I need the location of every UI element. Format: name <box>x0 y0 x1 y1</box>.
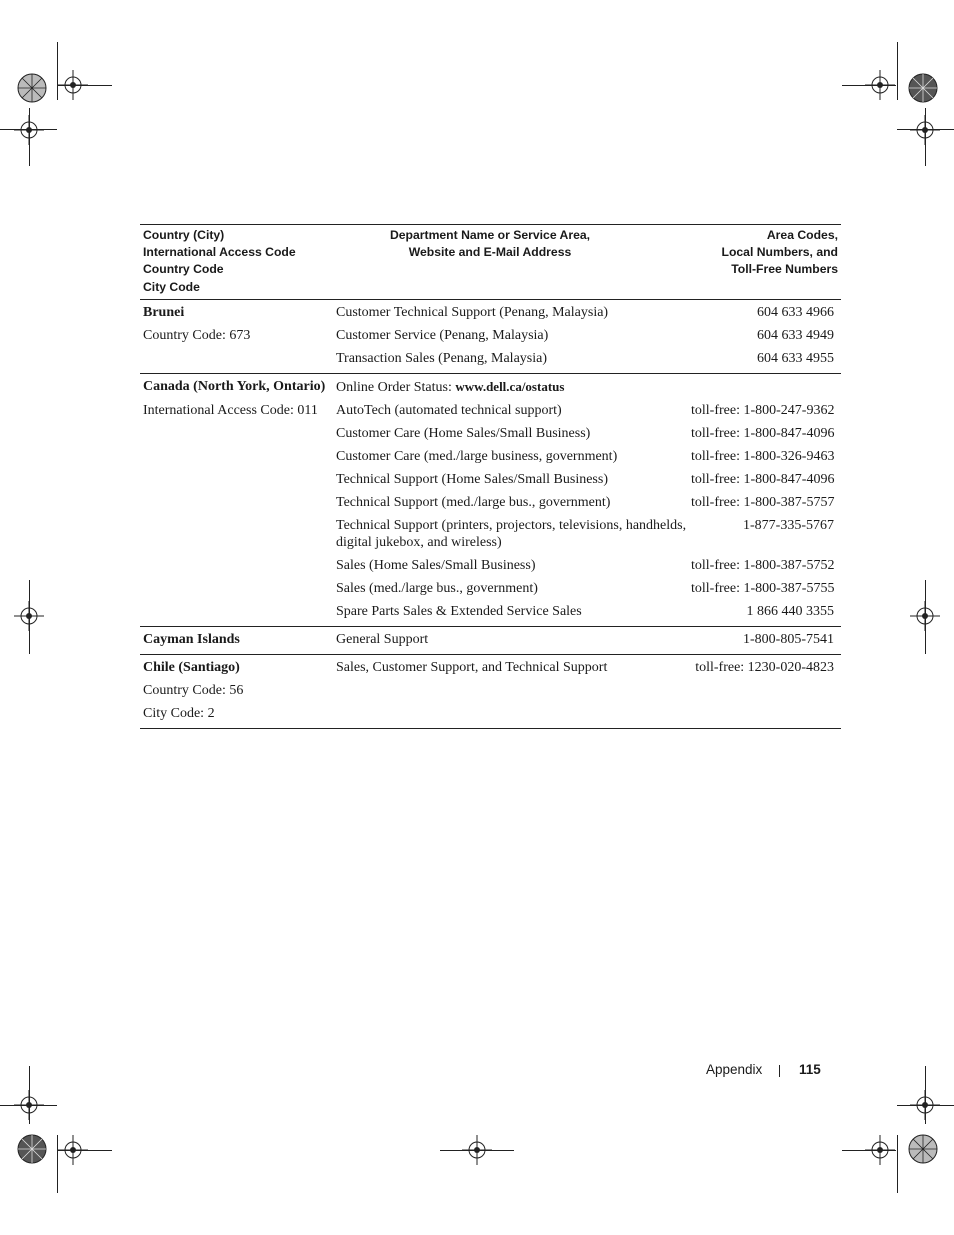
department-name <box>336 705 691 722</box>
phone-number: toll-free: 1-800-387-5757 <box>691 495 835 510</box>
table-row <box>140 399 841 422</box>
phone-number <box>691 705 841 722</box>
department-name: Customer Service (Penang, Malaysia) <box>336 328 549 343</box>
phone-number: toll-free: 1-800-387-5755 <box>691 581 835 596</box>
website-link[interactable]: www.dell.ca/ostatus <box>455 379 565 394</box>
department-name: General Support <box>336 632 429 647</box>
country-info: City Code: 2 <box>143 706 215 721</box>
country-group <box>140 655 841 729</box>
table-row <box>140 324 841 347</box>
table-row <box>140 656 841 679</box>
phone-number: 1-877-335-5767 <box>743 518 834 533</box>
country-info <box>140 471 336 488</box>
country-name: Brunei <box>143 305 185 320</box>
phone-number: toll-free: 1-800-247-9362 <box>691 403 835 418</box>
registration-target-icon <box>907 1133 939 1165</box>
department-name: Sales (med./large bus., government) <box>336 581 538 596</box>
table-row <box>140 375 841 399</box>
country-info <box>140 350 336 367</box>
country-info <box>140 448 336 465</box>
header-numbers: Area Codes, Local Numbers, and Toll-Free Numbers <box>721 228 838 277</box>
department-name: Technical Support (Home Sales/Small Business) <box>336 472 608 487</box>
phone-number: 1-800-805-7541 <box>743 632 834 647</box>
country-info <box>140 603 336 620</box>
country-group <box>140 300 841 374</box>
footer-section: Appendix <box>706 1062 763 1077</box>
country-group <box>140 627 841 655</box>
country-info <box>140 580 336 597</box>
country-name: Cayman Islands <box>143 632 240 647</box>
code-value: 011 <box>297 403 318 418</box>
header-country: Country (City) International Access Code Country Code City Code <box>143 228 296 294</box>
footer-separator <box>779 1065 780 1077</box>
country-name: Chile (Santiago) <box>143 660 240 675</box>
department-name: Sales (Home Sales/Small Business) <box>336 558 536 573</box>
phone-number: toll-free: 1230-020-4823 <box>695 660 834 675</box>
table-row <box>140 514 841 554</box>
country-info <box>140 557 336 574</box>
table-row <box>140 445 841 468</box>
phone-number: 1 866 440 3355 <box>746 604 834 619</box>
phone-number: toll-free: 1-800-847-4096 <box>691 472 835 487</box>
phone-number <box>691 378 841 396</box>
country-info <box>140 494 336 511</box>
country-info: Country Code: 673 <box>143 328 251 343</box>
page-number: 115 <box>799 1062 821 1077</box>
department-name: Customer Care (Home Sales/Small Business) <box>336 426 591 441</box>
country-info: International Access Code: 011 <box>143 403 318 418</box>
country-name: Canada (North York, Ontario) <box>143 379 326 394</box>
phone-number <box>691 682 841 699</box>
country-group <box>140 374 841 627</box>
country-info <box>140 425 336 442</box>
country-info <box>140 517 336 551</box>
department-name: Customer Technical Support (Penang, Malaysia) <box>336 305 609 320</box>
registration-target-icon <box>16 72 48 104</box>
department-name: Sales, Customer Support, and Technical Support <box>336 660 608 675</box>
department-name: Customer Care (med./large business, government) <box>336 449 618 464</box>
department-name <box>336 682 691 699</box>
code-value: 673 <box>229 328 251 343</box>
table-row <box>140 679 841 702</box>
phone-number: 604 633 4955 <box>757 351 834 366</box>
department-name: Spare Parts Sales & Extended Service Sales <box>336 604 582 619</box>
table-row <box>140 600 841 623</box>
contact-table <box>140 224 841 729</box>
table-row <box>140 422 841 445</box>
table-header <box>140 225 841 300</box>
table-row <box>140 577 841 600</box>
phone-number: toll-free: 1-800-326-9463 <box>691 449 835 464</box>
table-row <box>140 491 841 514</box>
code-value: 56 <box>229 683 244 698</box>
table-row <box>140 468 841 491</box>
phone-number: 604 633 4949 <box>757 328 834 343</box>
header-department: Department Name or Service Area, Website and E-Mail Address <box>389 228 591 260</box>
page-footer <box>706 1062 821 1077</box>
country-info: Country Code: 56 <box>143 683 244 698</box>
table-row <box>140 554 841 577</box>
table-row <box>140 628 841 651</box>
phone-number: 604 633 4966 <box>757 305 834 320</box>
department-name: Transaction Sales (Penang, Malaysia) <box>336 351 547 366</box>
registration-target-icon <box>16 1133 48 1165</box>
registration-target-icon <box>907 72 939 104</box>
table-row <box>140 702 841 725</box>
phone-number: toll-free: 1-800-847-4096 <box>691 426 835 441</box>
department-name: Technical Support (med./large bus., government) <box>336 495 611 510</box>
phone-number: toll-free: 1-800-387-5752 <box>691 558 835 573</box>
department-name: AutoTech (automated technical support) <box>336 403 562 418</box>
table-row <box>140 301 841 324</box>
table-row <box>140 347 841 370</box>
table-body <box>140 300 841 729</box>
code-value: 2 <box>207 706 215 721</box>
department-name: Technical Support (printers, projectors, televisions, handhelds, digital jukebox, and wireless) <box>336 518 687 550</box>
department-name: Online Order Status: www.dell.ca/ostatus <box>336 379 565 395</box>
